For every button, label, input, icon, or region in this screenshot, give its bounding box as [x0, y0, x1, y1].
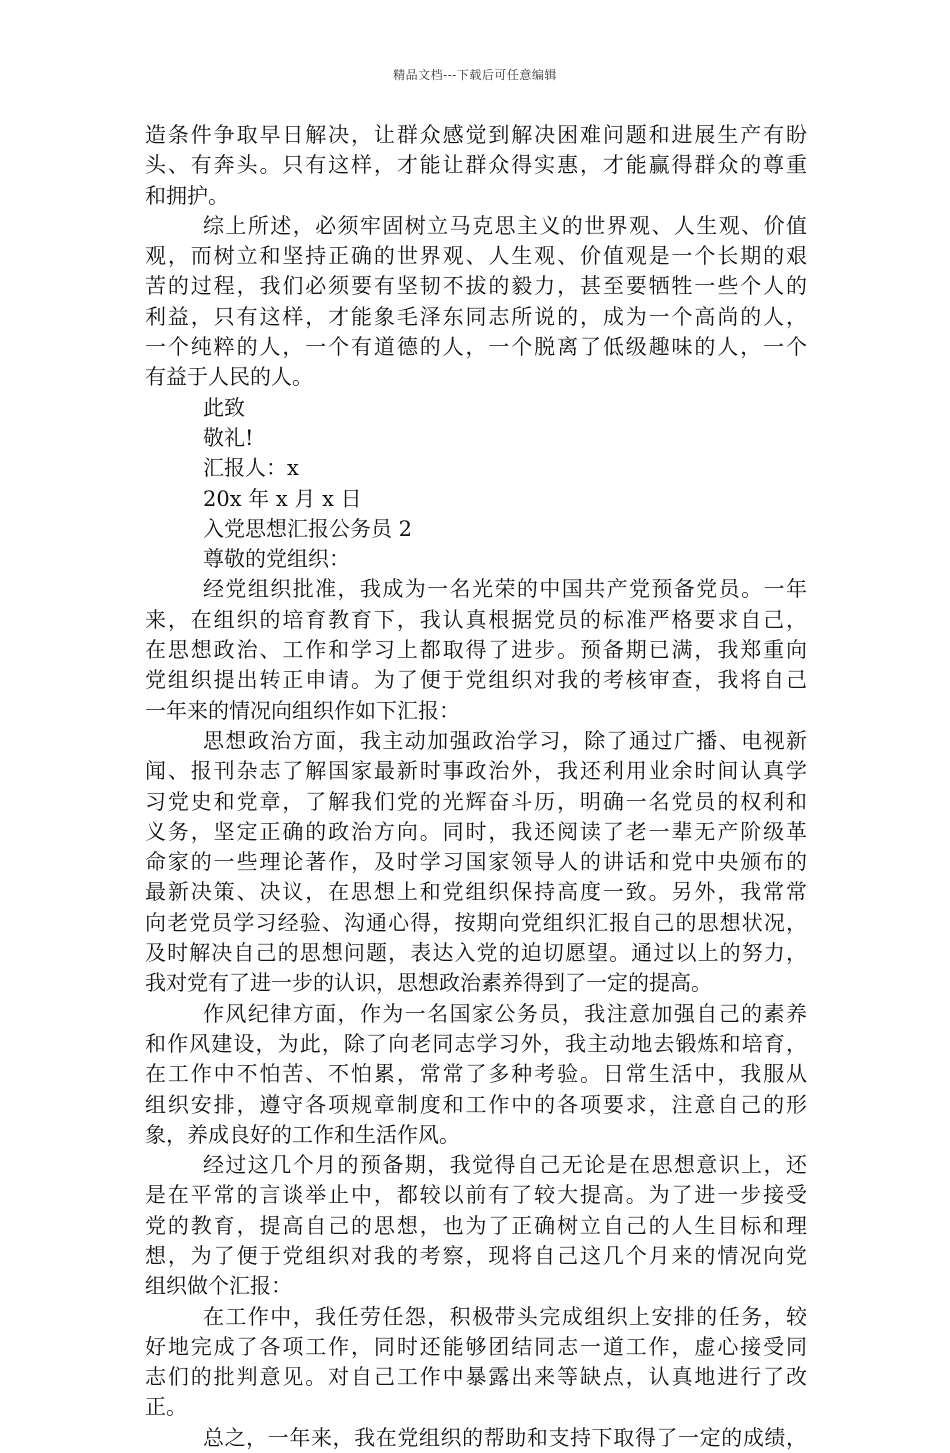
text-line: 汇报人：x — [203, 456, 299, 481]
text-line: 有益于人民的人。 — [145, 365, 313, 390]
text-line: 向老党员学习经验、沟通心得，按期向党组织汇报自己的思想状况， — [145, 910, 807, 935]
text-line: 经党组织批准，我成为一名光荣的中国共产党预备党员。一年 — [203, 577, 807, 602]
text-line: 入党思想汇报公务员 2 — [203, 516, 413, 541]
text-line: 及时解决自己的思想问题，表达入党的迫切愿望。通过以上的努力， — [145, 941, 807, 966]
page-header: 精品文档---下载后可任意编辑 — [393, 68, 557, 82]
text-line: 正。 — [145, 1395, 187, 1420]
text-line: 总之，一年来，我在党组织的帮助和支持下取得了一定的成绩， — [203, 1425, 807, 1450]
text-line: 思想政治方面，我主动加强政治学习，除了通过广播、电视新 — [203, 728, 807, 753]
text-line: 想，为了便于党组织对我的考察，现将自己这几个月来的情况向党 — [145, 1243, 807, 1268]
text-line: 经过这几个月的预备期，我觉得自己无论是在思想意识上，还 — [203, 1153, 807, 1178]
text-line: 闻、报刊杂志了解国家最新时事政治外，我还利用业余时间认真学 — [145, 759, 807, 784]
text-line: 志们的批判意见。对自己工作中暴露出来等缺点，认真地进行了改 — [145, 1365, 807, 1390]
text-line: 习党史和党章，了解我们党的光辉奋斗历，明确一名党员的权利和 — [145, 789, 807, 814]
text-line: 好地完成了各项工作，同时还能够团结同志一道工作，虚心接受同 — [145, 1334, 807, 1359]
text-line: 是在平常的言谈举止中，都较以前有了较大提高。为了进一步接受 — [145, 1183, 807, 1208]
text-line: 和拥护。 — [145, 183, 229, 208]
text-line: 和作风建设，为此，除了向老同志学习外，我主动地去锻炼和培育， — [145, 1031, 807, 1056]
text-line: 党的教育，提高自己的思想，也为了正确树立自己的人生目标和理 — [145, 1213, 807, 1238]
text-line: 一个纯粹的人，一个有道德的人，一个脱离了低级趣味的人，一个 — [145, 335, 807, 360]
text-line: 在思想政治、工作和学习上都取得了进步。预备期已满，我郑重向 — [145, 638, 807, 663]
text-line: 造条件争取早日解决，让群众感觉到解决困难问题和进展生产有盼 — [145, 123, 807, 147]
document-body — [145, 120, 807, 1453]
text-line: 20x 年 x 月 x 日 — [203, 486, 362, 511]
text-line: 尊敬的党组织： — [203, 547, 350, 572]
text-line: 综上所述，必须牢固树立马克思主义的世界观、人生观、价值 — [203, 213, 807, 238]
text-line: 义务，坚定正确的政治方向。同时，我还阅读了老一辈无产阶级革 — [145, 819, 807, 844]
text-line: 苦的过程，我们必须要有坚韧不拔的毅力，甚至要牺牲一些个人的 — [145, 274, 807, 299]
text-line: 此致 — [203, 395, 245, 420]
text-line: 作风纪律方面，作为一名国家公务员，我注意加强自己的素养 — [203, 1001, 807, 1026]
text-line: 象，养成良好的工作和生活作风。 — [145, 1122, 460, 1147]
text-line: 一年来的情况向组织作如下汇报： — [145, 698, 460, 723]
text-line: 党组织提出转正申请。为了便于党组织对我的考核审查，我将自己 — [145, 668, 807, 693]
text-line: 我对党有了进一步的认识，思想政治素养得到了一定的提高。 — [145, 971, 712, 996]
text-line: 组织做个汇报： — [145, 1274, 292, 1299]
text-line: 来，在组织的培育教育下，我认真根据党员的标准严格要求自己， — [145, 607, 807, 632]
text-line: 在工作中不怕苦、不怕累，常常了多种考验。日常生活中，我服从 — [145, 1062, 807, 1087]
text-line: 观，而树立和坚持正确的世界观、人生观、价值观是一个长期的艰 — [145, 244, 807, 269]
text-line: 敬礼! — [203, 425, 254, 450]
text-line: 最新决策、决议，在思想上和党组织保持高度一致。另外，我常常 — [145, 880, 807, 905]
text-line: 组织安排，遵守各项规章制度和工作中的各项要求，注意自己的形 — [145, 1092, 807, 1117]
text-line: 命家的一些理论著作，及时学习国家领导人的讲话和党中央颁布的 — [145, 850, 807, 875]
text-line: 利益，只有这样，才能象毛泽东同志所说的，成为一个高尚的人， — [145, 304, 807, 329]
text-line: 在工作中，我任劳任怨，积极带头完成组织上安排的任务，较 — [203, 1304, 807, 1329]
text-line: 头、有奔头。只有这样，才能让群众得实惠，才能赢得群众的尊重 — [145, 153, 807, 178]
